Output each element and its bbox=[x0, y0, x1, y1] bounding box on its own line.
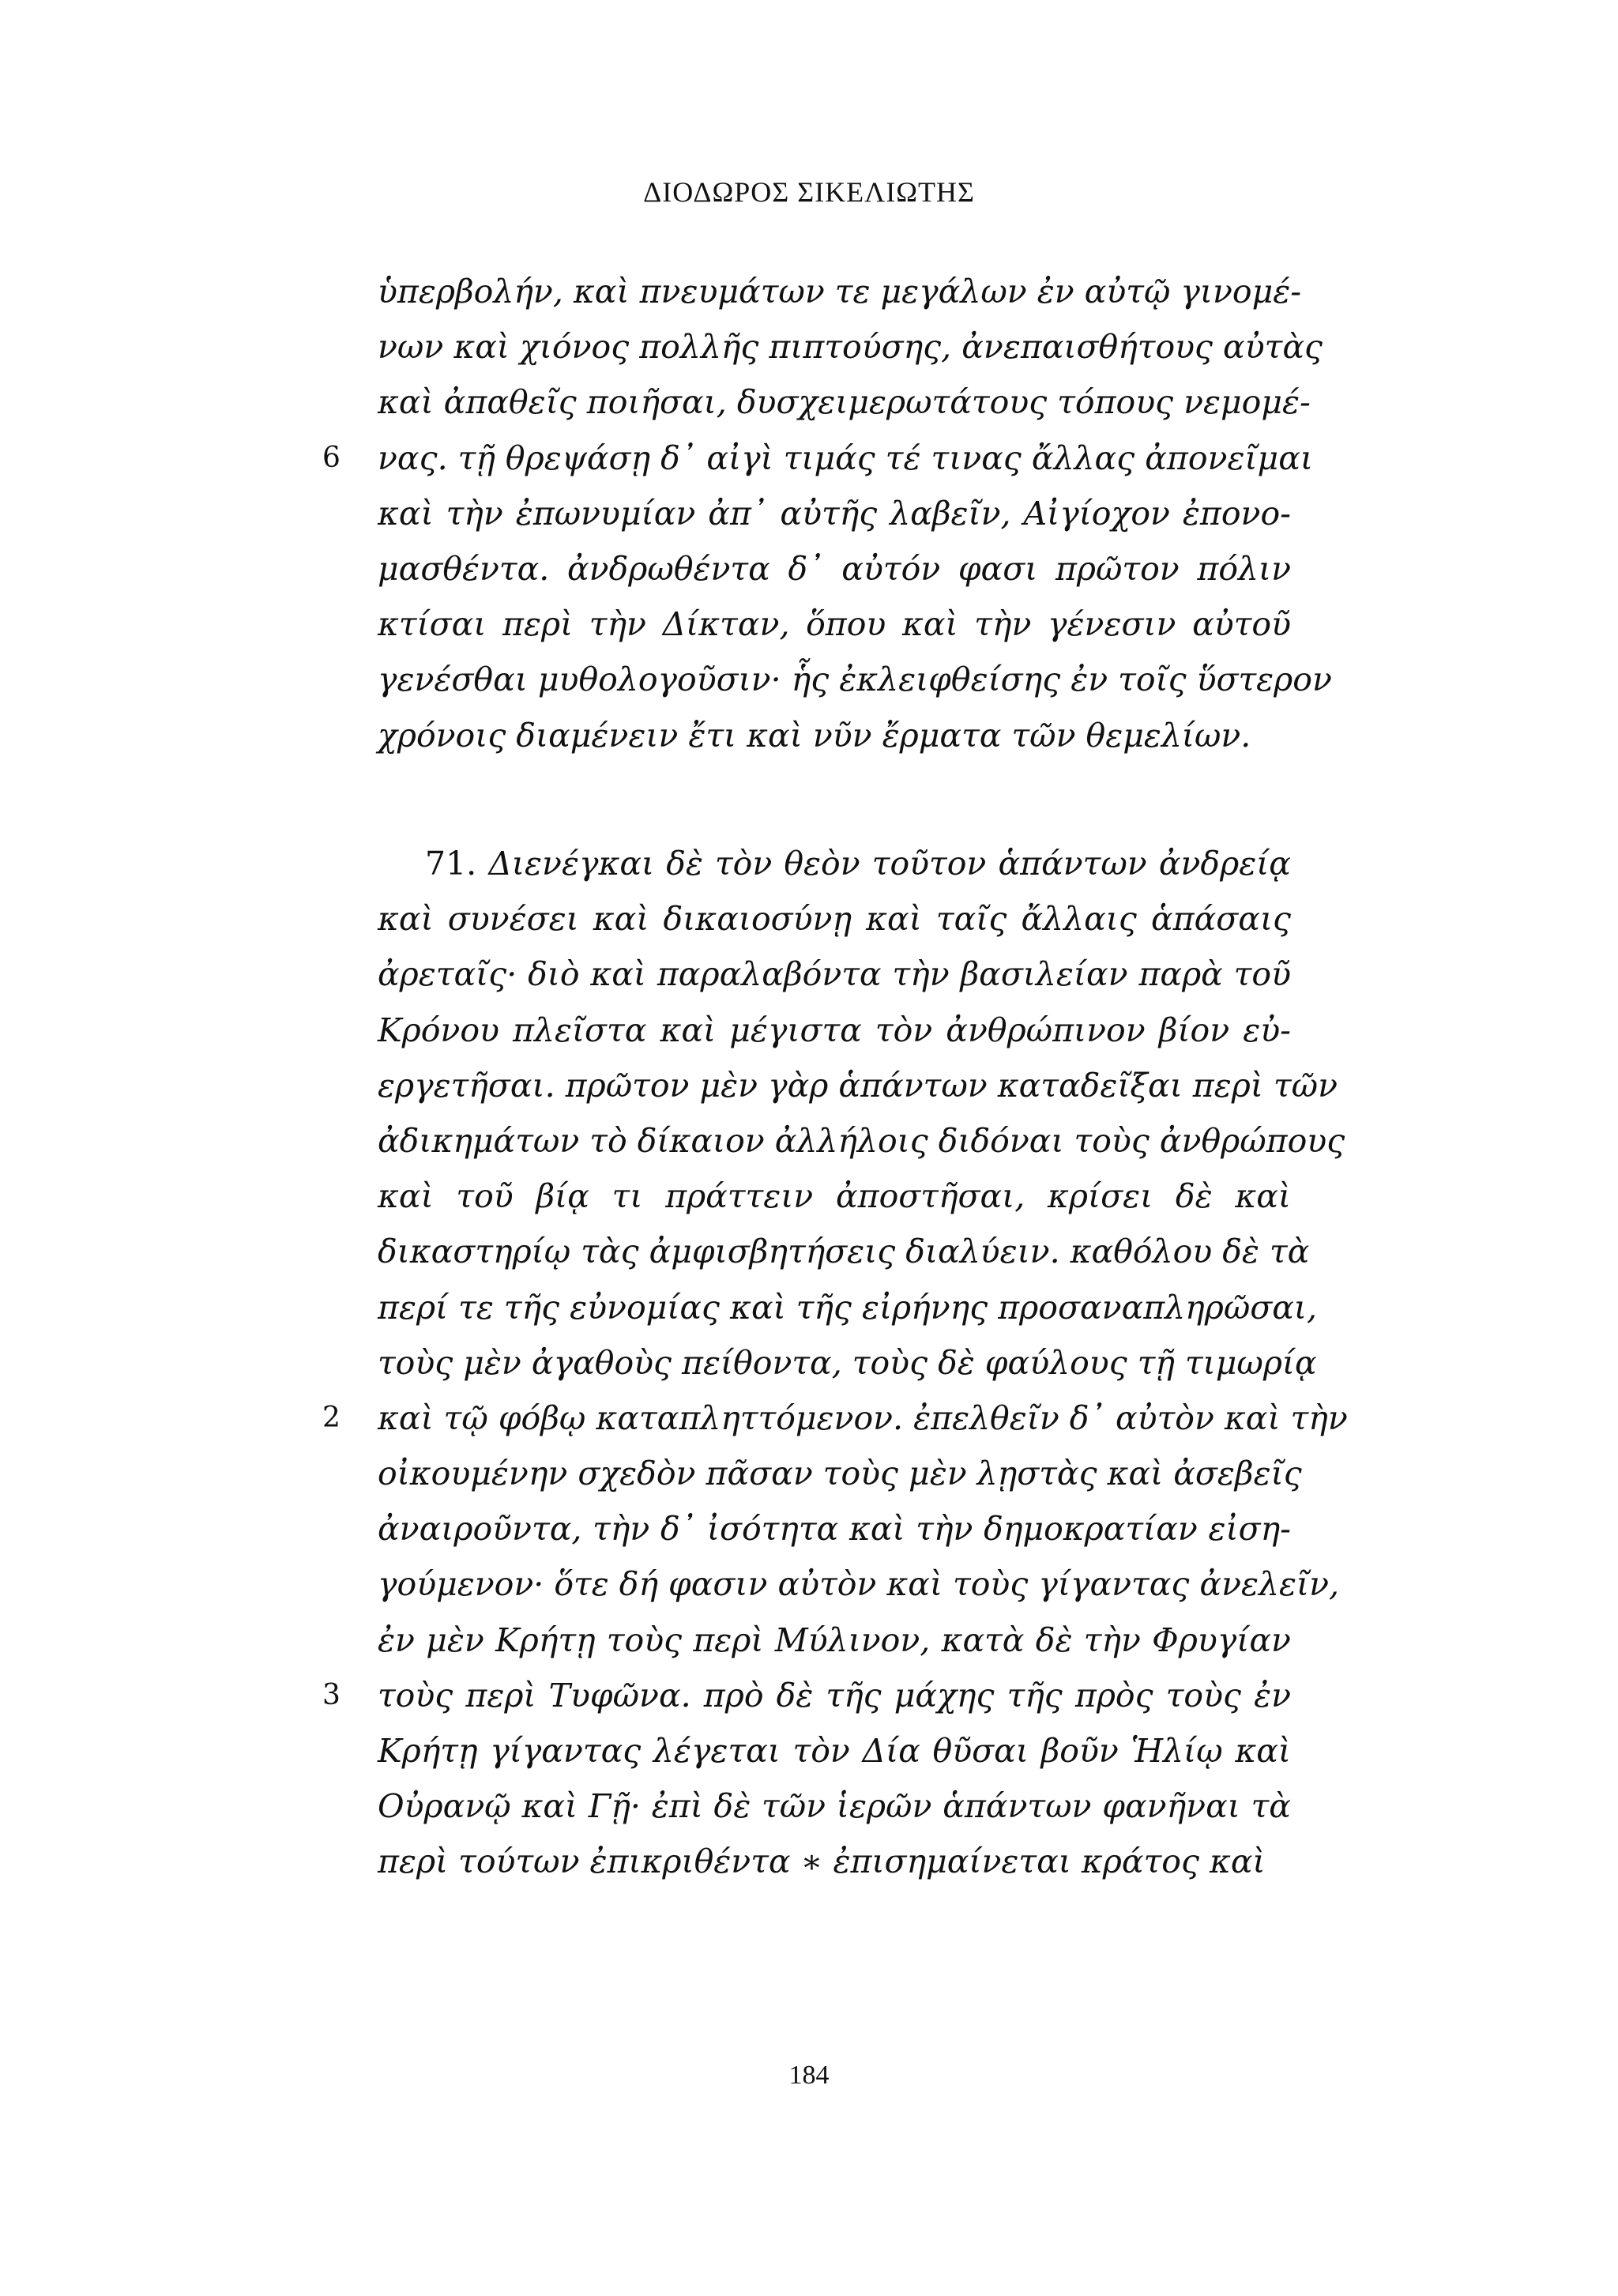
chapter-71-line bbox=[378, 1169, 1291, 1224]
chapter-71-line bbox=[378, 1778, 1291, 1834]
chapter-71-first-line-text: Διενέγκαι δὲ τὸν θεὸν τοῦτον ἁπάντων ἀνδρείᾳ bbox=[488, 845, 1291, 883]
continuation-line-text: χρόνοις διαμένειν ἔτι καὶ νῦν ἔρματα τῶν θεμελίων. bbox=[378, 716, 1251, 755]
continuation-line bbox=[378, 375, 1311, 430]
chapter-71-line-text: Κρόνου πλεῖστα καὶ μέγιστα τὸν ἀνθρώπινον βίον εὐ- bbox=[378, 1011, 1291, 1049]
continuation-line bbox=[322, 431, 1313, 486]
continuation-line bbox=[378, 264, 1302, 319]
chapter-71-line-text: ἀρεταῖς· διὸ καὶ παραλαβόντα τὴν βασιλείαν παρὰ τοῦ bbox=[378, 955, 1291, 994]
chapter-71-line-text: τοὺς μὲν ἀγαθοὺς πείθοντα, τοὺς δὲ φαύλους τῇ τιμωρίᾳ bbox=[378, 1343, 1317, 1382]
continuation-paragraph bbox=[322, 264, 1332, 763]
chapter-71-line bbox=[378, 891, 1291, 947]
chapter-71-line-text: Κρήτῃ γίγαντας λέγεται τὸν Δία θῦσαι βοῦν Ἡλίῳ καὶ bbox=[378, 1732, 1291, 1770]
chapter-71-line bbox=[378, 1556, 1340, 1612]
chapter-71-line bbox=[378, 1113, 1345, 1169]
chapter-71-line bbox=[378, 947, 1291, 1002]
continuation-line bbox=[378, 541, 1291, 597]
chapter-71-line bbox=[378, 1723, 1291, 1778]
chapter-71-line-text: ἀδικημάτων τὸ δίκαιον ἀλλήλοις διδόναι τοὺς ἀνθρώπους bbox=[378, 1121, 1345, 1160]
chapter-71-line bbox=[378, 1224, 1310, 1279]
margin-line-number: 2 bbox=[322, 1401, 341, 1434]
chapter-71-line bbox=[378, 1613, 1291, 1668]
chapter-71-line bbox=[378, 1058, 1338, 1113]
chapter-71-line bbox=[378, 1446, 1302, 1501]
chapter-71-line bbox=[322, 1391, 1348, 1446]
chapter-71-line bbox=[378, 1834, 1291, 1889]
chapter-71-line-text: περὶ τούτων ἐπικριθέντα ∗ ἐπισημαίνεται κράτος καὶ bbox=[378, 1842, 1266, 1881]
continuation-line-text: ὑπερβολήν, καὶ πνευμάτων τε μεγάλων ἐν αὐτῷ γινομέ- bbox=[378, 273, 1302, 311]
chapter-71-paragraph bbox=[322, 836, 1348, 1890]
chapter-71-line-text: περί τε τῆς εὐνομίας καὶ τῆς εἰρήνης προσαναπληρῶσαι, bbox=[378, 1288, 1318, 1327]
running-head: ΔΙΟΔΩΡΟΣ ΣΙΚΕΛΙΩΤΗΣ bbox=[643, 176, 975, 208]
page-number: 184 bbox=[788, 2061, 830, 2090]
chapter-71-line-text: ἀναιροῦντα, τὴν δ᾿ ἰσότητα καὶ τὴν δημοκρατίαν εἰση- bbox=[378, 1510, 1291, 1549]
margin-line-number: 6 bbox=[322, 441, 341, 474]
continuation-line-text: γενέσθαι μυθολογοῦσιν· ἧς ἐκλειφθείσης ἐν τοῖς ὕστερον bbox=[378, 661, 1332, 699]
continuation-line bbox=[378, 486, 1291, 541]
continuation-line-text: νων καὶ χιόνος πολλῆς πιπτούσης, ἀνεπαισθήτους αὐτὰς bbox=[378, 328, 1323, 367]
chapter-71-line-text: δικαστηρίῳ τὰς ἀμφισβητήσεις διαλύειν. καθόλου δὲ τὰ bbox=[378, 1233, 1310, 1271]
chapter-71-line-text: καὶ συνέσει καὶ δικαιοσύνῃ καὶ ταῖς ἄλλαις ἁπάσαις bbox=[378, 900, 1291, 939]
chapter-71-line-text: τοὺς περὶ Τυφῶνα. πρὸ δὲ τῆς μάχης τῆς πρὸς τοὺς ἐν bbox=[378, 1676, 1291, 1714]
margin-line-number: 3 bbox=[322, 1678, 341, 1711]
chapter-71-line bbox=[378, 1501, 1291, 1556]
continuation-line bbox=[378, 652, 1332, 707]
continuation-line-text: καὶ ἀπαθεῖς ποιῆσαι, δυσχειμερωτάτους τόπους νεμομέ- bbox=[378, 383, 1311, 422]
chapter-71-line-text: Οὐρανῷ καὶ Γῇ· ἐπὶ δὲ τῶν ἱερῶν ἁπάντων φανῆναι τὰ bbox=[378, 1787, 1291, 1826]
continuation-line-text: καὶ τὴν ἐπωνυμίαν ἀπ᾿ αὐτῆς λαβεῖν, Αἰγίοχον ἐπονο- bbox=[378, 494, 1291, 533]
chapter-71-first-line bbox=[378, 836, 1291, 891]
continuation-line bbox=[378, 708, 1291, 763]
chapter-71-line bbox=[378, 1003, 1291, 1058]
continuation-line bbox=[378, 597, 1291, 652]
chapter-71-line-text: οἰκουμένην σχεδὸν πᾶσαν τοὺς μὲν λῃστὰς καὶ ἀσεβεῖς bbox=[378, 1455, 1302, 1493]
chapter-number: 71. bbox=[425, 845, 477, 883]
chapter-71-line-text: γούμενον· ὅτε δή φασιν αὐτὸν καὶ τοὺς γίγαντας ἀνελεῖν, bbox=[378, 1565, 1340, 1604]
chapter-71-line bbox=[322, 1668, 1291, 1723]
continuation-line-text: νας. τῇ θρεψάσῃ δ᾿ αἰγὶ τιμάς τέ τινας ἄλλας ἀπονεῖμαι bbox=[378, 438, 1313, 477]
continuation-line-text: κτίσαι περὶ τὴν Δίκταν, ὅπου καὶ τὴν γένεσιν αὐτοῦ bbox=[378, 605, 1291, 644]
chapter-71-line-text: εργετῆσαι. πρῶτον μὲν γὰρ ἁπάντων καταδεῖξαι περὶ τῶν bbox=[378, 1066, 1338, 1105]
chapter-71-line bbox=[378, 1335, 1317, 1391]
chapter-71-line-text: καὶ τῷ φόβῳ καταπληττόμενον. ἐπελθεῖν δ᾿ αὐτὸν καὶ τὴν bbox=[378, 1398, 1348, 1437]
continuation-line-text: μασθέντα. ἀνδρωθέντα δ᾿ αὐτόν φασι πρῶτον πόλιν bbox=[378, 549, 1291, 588]
chapter-71-line-text: καὶ τοῦ βίᾳ τι πράττειν ἀποστῆσαι, κρίσει δὲ καὶ bbox=[378, 1177, 1291, 1216]
continuation-line bbox=[378, 319, 1323, 375]
chapter-71-line-text: ἐν μὲν Κρήτῃ τοὺς περὶ Μύλινον, κατὰ δὲ τὴν Φρυγίαν bbox=[378, 1620, 1291, 1659]
chapter-71-line bbox=[378, 1280, 1318, 1335]
